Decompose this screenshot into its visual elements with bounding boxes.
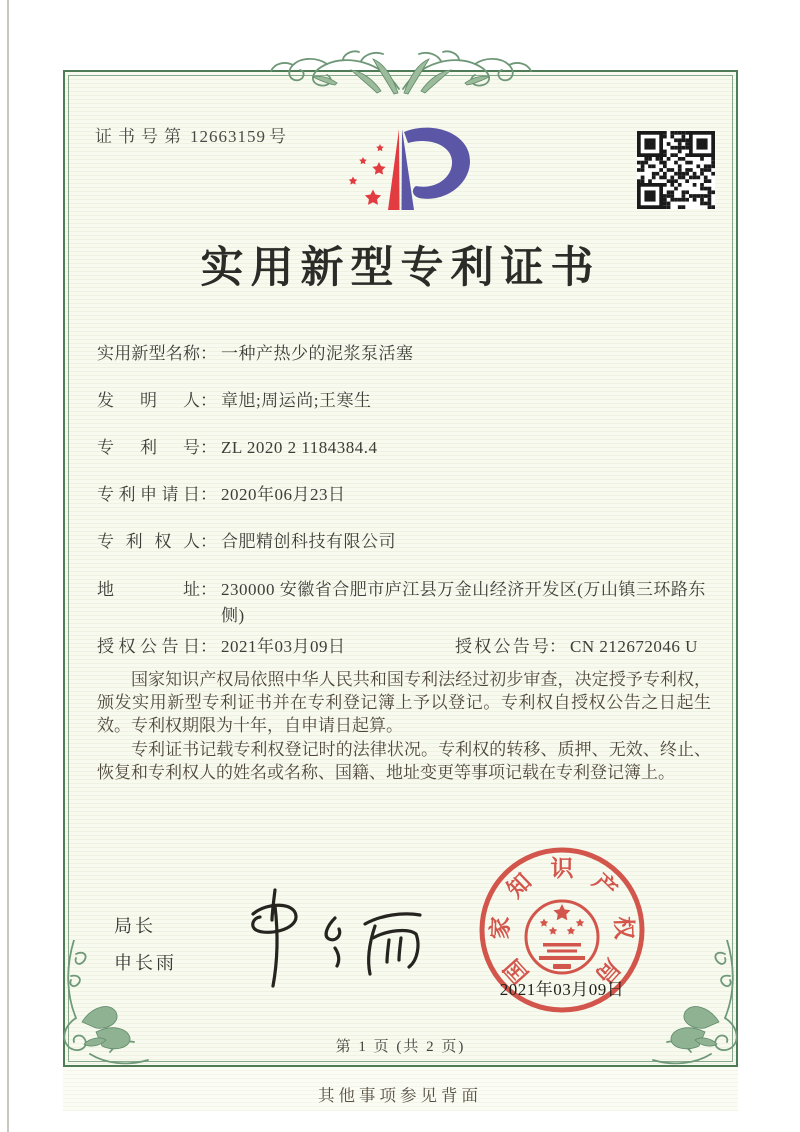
field-value: 230000 安徽省合肥市庐江县万金山经济开发区(万山镇三环路东侧) [221,580,706,625]
field-value: 2021年03月09日 [221,637,346,656]
seal-char: 家 [487,915,514,940]
field-row-address [97,577,712,629]
field-label: 地址 [97,580,200,599]
certificate-number [95,122,286,147]
field-colon: ： [200,485,217,504]
seal-date: 2021年03月09日 [499,980,625,999]
qr-code [637,131,715,209]
field-row-patent-number [97,436,712,459]
scan-edge-line [7,0,9,1132]
field-colon: ： [200,532,217,551]
field-row-patentee [97,530,712,553]
field-colon: ： [200,637,217,656]
field-label: 专利号 [97,438,200,457]
certificate-fields [97,342,712,658]
seal-char: 知 [502,868,537,903]
back-note: 其他事项参见背面 [318,1086,482,1105]
field-value: 章旭;周运尚;王寒生 [221,391,372,410]
field-value: 2020年06月23日 [221,485,346,504]
field-label: 授权公告日 [97,637,200,656]
seal-char: 国 [499,954,534,989]
field-value: ZL 2020 2 1184384.4 [221,438,378,457]
certificate-number-suffix: 号 [269,127,286,146]
certificate-title: 实用新型专利证书 [200,245,601,292]
director-title: 局长 [114,916,156,936]
seal-char: 产 [587,868,622,903]
field-value: 合肥精创科技有限公司 [221,532,396,551]
director-name: 申长雨 [114,953,177,973]
field-row-name [97,342,712,365]
signature-handwriting-icon [223,884,428,994]
field-colon: ： [200,344,217,363]
field-colon: ： [200,580,217,599]
seal-char: 权 [610,915,637,940]
field-row-filing-date [97,483,712,506]
field-label: 授权公告号 [455,637,549,656]
field-label: 实用新型名称 [97,344,200,363]
field-row-grant [97,635,712,658]
page-number: 第 1 页 (共 2 页) [335,1039,466,1055]
legal-text [97,668,711,784]
field-value: 一种产热少的泥浆泵活塞 [221,344,414,363]
seal-char: 识 [550,856,574,881]
field-label: 发明人 [97,391,200,410]
certificate-frame [63,70,738,1067]
field-value: CN 212672046 U [570,637,698,656]
corner-ornament-right-icon [650,940,745,1080]
field-colon: ： [549,637,566,656]
legal-paragraph-1: 国家知识产权局依照中华人民共和国专利法经过初步审查，决定授予专利权，颁发实用新型专利证书并在专利登记簿上予以登记。专利权自授权公告之日起生效。专利权期限为十年，自申请日起算。 [97,670,711,736]
field-label: 专利申请日 [97,485,200,504]
certificate-number-value: 12663159 [190,127,266,146]
top-ornament-icon [269,49,533,97]
field-colon: ： [200,438,217,457]
national-emblem-icon [526,901,598,973]
patent-office-logo-icon [346,118,481,223]
grant-number-group [455,635,698,658]
seal-char: 局 [590,954,625,989]
legal-paragraph-2: 专利证书记载专利权登记时的法律状况。专利权的转移、质押、无效、终止、恢复和专利权人的姓名或名称、国籍、地址变更等事项记载在专利登记簿上。 [97,739,711,782]
field-colon: ： [200,391,217,410]
field-label: 专利权人 [97,532,200,551]
certificate-number-prefix: 证书号第 [95,127,187,146]
field-row-inventors [97,389,712,412]
